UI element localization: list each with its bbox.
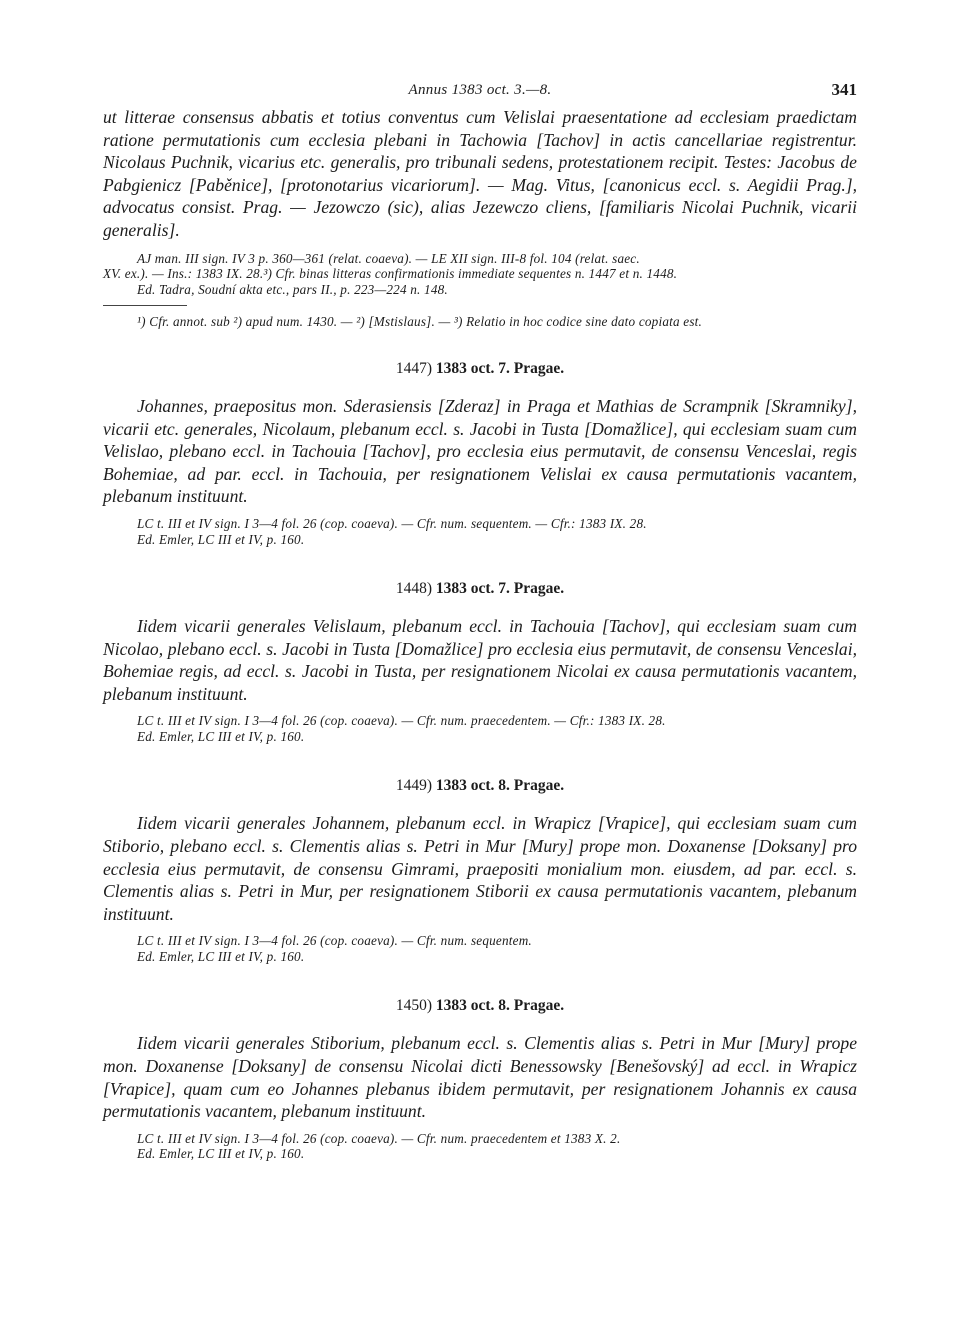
entry-text: Iidem vicarii generales Johannem, plebanum eccl. in Wrapicz [Vrapice], qui ecclesiam suam cum Stiborio, plebano eccl. s. Clementis alias s. Petri in Mur [Mury] prope mon. Doxanense [Doksany] pro ecclesia eius permutavit, de consensu Gimrami, praepositi monialium mon. eiusdem, ad par. eccl. s. Clementis alias s. Petri in Mur, per resignationem Stiborii ex causa permutationis vacantem, plebanum instituunt. — [103, 813, 857, 924]
entry-text: Iidem vicarii generales Stiborium, plebanum eccl. s. Clementis alias s. Petri in Mur [Mury] prope mon. Doxanense [Doksany] de consensu Nicolai dicti Benessowsky [Benešovský] ad eccl. in Wrapicz [Vrapice], quam cum eo Johannes plebanus ibidem permutavit, per resignationem Johannis ex causa permutationis vacantem, plebanum instituunt. — [103, 1033, 857, 1122]
page-header — [103, 78, 857, 106]
entry-text: Iidem vicarii generales Velislaum, plebanum eccl. in Tachouia [Tachov], qui ecclesiam suam cum Nicolao, plebano eccl. s. Jacobi in Tusta [Domažlice] pro ecclesia eius permutavit, de consensu Venceslai, Bohemiae regis, ad eccl. s. Jacobi in Tusta, per resignationem Nicolai ex causa permutationis vacantem, plebanum instituunt. — [103, 616, 857, 704]
entry-apparatus — [103, 1131, 857, 1162]
running-head: Annus 1383 oct. 3.—8. — [408, 82, 552, 98]
footnote-divider — [103, 305, 187, 306]
page-number: 341 — [831, 80, 857, 99]
apparatus-line: XV. ex.). — Ins.: 1383 IX. 28.³) Cfr. binas litteras confirmationis immediate sequentes n. 1447 et n. 1448. — [103, 266, 678, 282]
apparatus-line: Ed. Tadra, Soudní akta etc., pars II., p. 223—224 n. 148. — [137, 281, 448, 297]
apparatus-line: LC t. III et IV sign. I 3—4 fol. 26 (cop. coaeva). — Cfr. num. praecedentem. — Cfr.: 1383 IX. 28. — [137, 713, 666, 729]
entry-1447 — [103, 360, 857, 547]
entry-apparatus — [103, 933, 857, 964]
entry-apparatus — [103, 516, 857, 547]
entry-date: 1383 oct. 7. Pragae. — [435, 360, 565, 378]
entry-1449 — [103, 777, 857, 964]
entry-heading — [103, 997, 857, 1015]
entry-date: 1383 oct. 8. Pragae. — [435, 777, 565, 795]
apparatus-line: Ed. Emler, LC III et IV, p. 160. — [137, 948, 305, 964]
apparatus-line: LC t. III et IV sign. I 3—4 fol. 26 (cop. coaeva). — Cfr. num. sequentem. — Cfr.: 1383 IX. 28. — [137, 516, 647, 532]
entry-number: 1447) — [395, 360, 432, 378]
entry-number: 1450) — [395, 997, 432, 1015]
document-page — [103, 78, 857, 1162]
entry-date: 1383 oct. 8. Pragae. — [435, 997, 565, 1015]
entry-number: 1448) — [395, 580, 432, 598]
entry-heading — [103, 580, 857, 598]
apparatus-line: AJ man. III sign. IV 3 p. 360—361 (relat. coaeva). — LE XII sign. III-8 fol. 104 (relat. saec. — [137, 250, 640, 266]
entry-apparatus — [103, 713, 857, 744]
continuation-text: ut litterae consensus abbatis et totius conventus cum Velislai praesentatione ad ecclesiam praedictam ratione permutationis cum ecclesia plebani in Tachowia [Tachov] in actis cancellariae registrentur. Nicolaus Puchnik, vicarius etc. generalis, pro tribunali sedens, protestationem recipit. Testes: Jacobus de Pabgienicz [Paběnice], [protonotarius vicariorum]. — Mag. Vitus, [canonicus eccl. s. Aegidii Prag.], advocatus consist. Prag. — Jezowczo (sic), alias Jezewczo cliens, [familiaris Nicolai Puchnik, vicarii generalis]. — [103, 107, 857, 240]
apparatus-line: Ed. Emler, LC III et IV, p. 160. — [137, 531, 305, 547]
apparatus-line: Ed. Emler, LC III et IV, p. 160. — [137, 728, 305, 744]
entry-heading — [103, 777, 857, 795]
entry-1450 — [103, 997, 857, 1161]
continuation-apparatus — [103, 251, 857, 298]
continuation-section — [103, 106, 857, 330]
entry-heading — [103, 360, 857, 378]
footnote: ¹) Cfr. annot. sub ²) apud num. 1430. — ²) [Mstislaus]. — ³) Relatio in hoc codice sine dato copiata est. — [137, 314, 703, 330]
entry-date: 1383 oct. 7. Pragae. — [435, 580, 565, 598]
entry-number: 1449) — [395, 777, 432, 795]
entry-text: Johannes, praepositus mon. Sderasiensis [Zderaz] in Praga et Mathias de Scrampnik [Skramniky], vicarii etc. generales, Nicolaum, plebanum eccl. s. Jacobi in Tusta [Domažlice], qui ecclesiam suam cum Velislao, plebano eccl. in Tachouia [Tachov], pro ecclesia eius permutavit, de consensu Venceslai, regis Bohemiae, ad par. eccl. in Tachouia, per resignationem Velislai ex causa permutationis vacantem, plebanum instituunt. — [103, 396, 857, 507]
apparatus-line: LC t. III et IV sign. I 3—4 fol. 26 (cop. coaeva). — Cfr. num. sequentem. — [137, 933, 532, 949]
apparatus-line: LC t. III et IV sign. I 3—4 fol. 26 (cop. coaeva). — Cfr. num. praecedentem et 1383 X. 2. — [137, 1130, 621, 1146]
apparatus-line: Ed. Emler, LC III et IV, p. 160. — [137, 1146, 305, 1162]
entry-1448 — [103, 580, 857, 744]
